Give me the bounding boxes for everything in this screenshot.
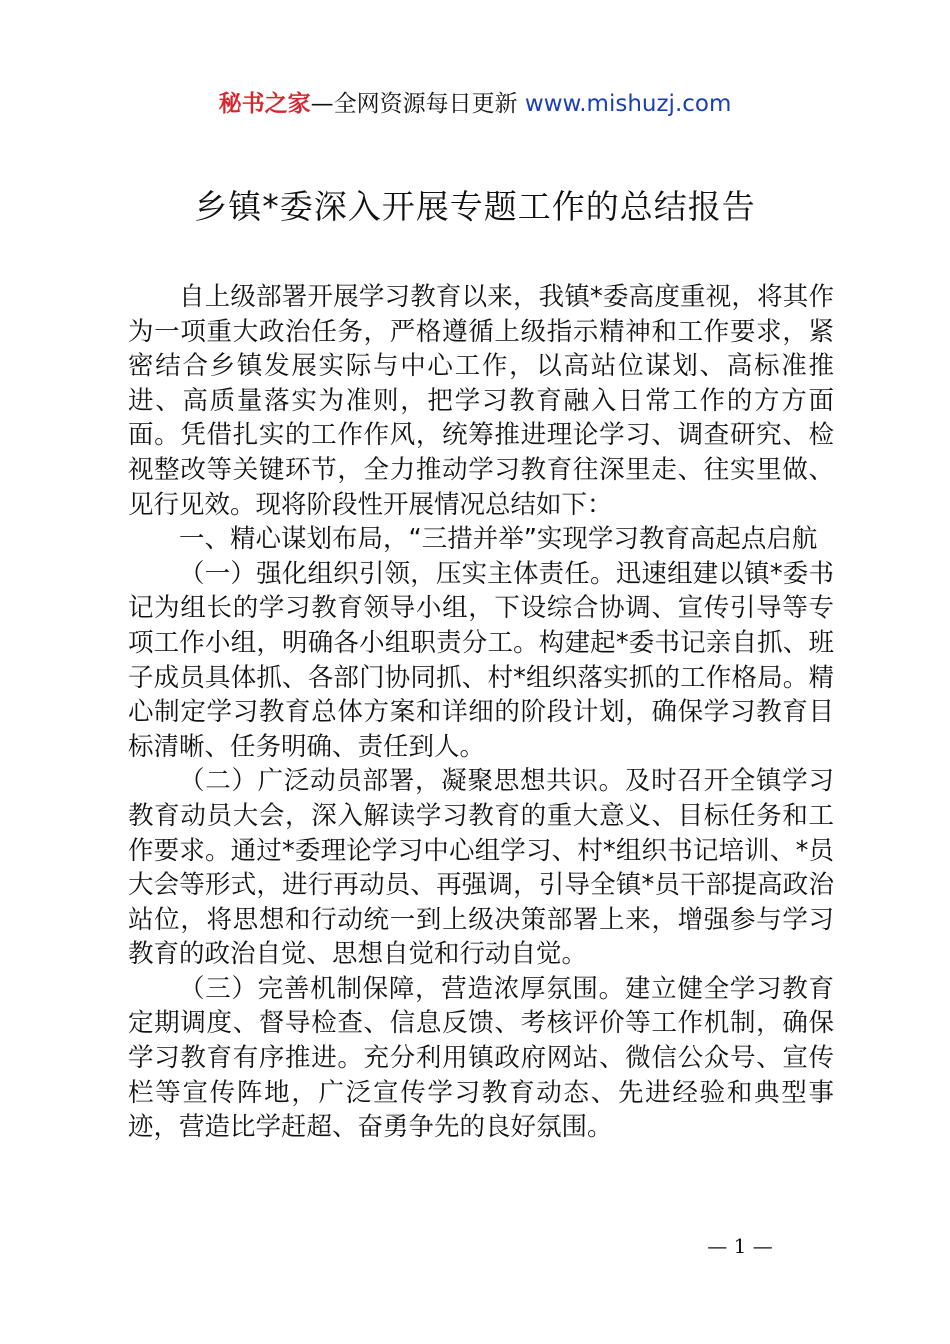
intro-paragraph: 自上级部署开展学习教育以来，我镇*委高度重视，将其作为一项重大政治任务，严格遵循上级指示精神和工作要求，紧密结合乡镇发展实际与中心工作，以高站位谋划、高标准推进、高质量落实为准则，把学习教育融入日常工作的方方面面。凭借扎实的工作作风，统筹推进理论学习、调查研究、检视整改等关键环节，全力推动学习教育往深里走、往实里做、见行见效。现将阶段性开展情况总结如下： xyxy=(128,282,834,520)
document-body xyxy=(128,280,834,1145)
body-paragraph: （三）完善机制保障，营造浓厚氛围。建立健全学习教育定期调度、督导检查、信息反馈、考核评价等工作机制，确保学习教育有序推进。充分利用镇政府网站、微信公众号、宣传栏等宣传阵地，广泛宣传学习教育动态、先进经验和典型事迹，营造比学赶超、奋勇争先的良好氛围。 xyxy=(128,973,834,1143)
brand-name: 秘书之家 xyxy=(218,91,311,117)
page-number: — 1 — xyxy=(707,1234,773,1258)
document-title: 乡镇*委深入开展专题工作的总结报告 xyxy=(194,187,756,226)
body-paragraph: （一）强化组织引领，压实主体责任。迅速组建以镇*委书记为组长的学习教育领导小组，下设综合协调、宣传引导等专项工作小组，明确各小组职责分工。构建起*委书记亲自抓、班子成员具体抓、各部门协同抓、村*组织落实抓的工作格局。精心制定学习教育总体方案和详细的阶段计划，确保学习教育目标清晰、任务明确、责任到人。 xyxy=(128,558,834,762)
site-url[interactable]: www.mishuzj.com xyxy=(524,91,732,117)
section-heading: 一、精心谋划布局，“三措并举”实现学习教育高起点启航 xyxy=(179,524,818,555)
body-paragraph: （二）广泛动员部署，凝聚思想共识。及时召开全镇学习教育动员大会，深入解读学习教育的重大意义、目标任务和工作要求。通过*委理论学习中心组学习、村*组织书记培训、*员大会等形式，进行再动员、再强调，引导全镇*员干部提高政治站位，将思想和行动统一到上级决策部署上来，增强参与学习教育的政治自觉、思想自觉和行动自觉。 xyxy=(128,766,834,970)
header-tagline: —全网资源每日更新 xyxy=(310,91,525,117)
site-header xyxy=(0,88,950,120)
